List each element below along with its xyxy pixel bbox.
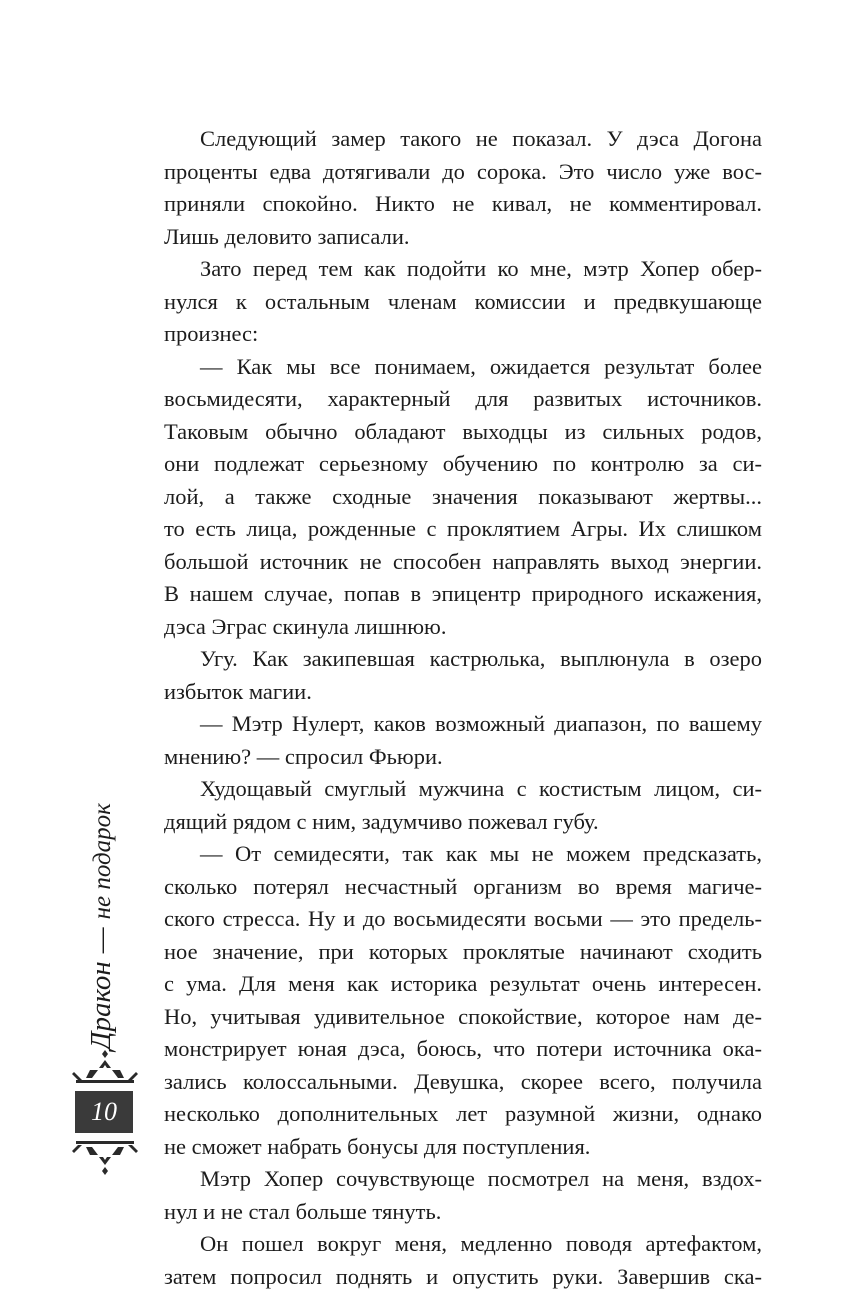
text-line: — Мэтр Нулерт, каков возможный диапазон, по вашему <box>200 711 762 736</box>
text-line: то есть лица, рожденные с проклятием Агры. Их слишком <box>164 516 762 541</box>
text-line: Следующий замер такого не показал. У дэса Догона <box>200 126 762 151</box>
text-line: приняли спокойно. Никто не кивал, не комментировал. <box>164 191 762 216</box>
running-title <box>81 803 123 1050</box>
body-text <box>164 123 762 1293</box>
text-line: В нашем случае, попав в эпицентр природного искажения, <box>164 581 762 606</box>
text-line: они подлежат серьезному обучению по контролю за си- <box>164 451 762 476</box>
text-line: нул и не стал больше тянуть. <box>164 1198 442 1224</box>
running-title-sub: не подарок <box>89 803 116 920</box>
running-title-main: Дракон <box>85 961 117 1050</box>
page-number-box <box>75 1091 133 1133</box>
text-line: избыток магии. <box>164 678 312 704</box>
text-line: произнес: <box>164 321 259 346</box>
text-line: с ума. Для меня как историка результат очень интересен. <box>164 971 762 996</box>
text-line: дящий рядом с ним, задумчиво пожевал губу. <box>164 808 599 834</box>
text-line: Таковым обычно обладают выходцы из сильных родов, <box>164 418 762 444</box>
text-line: большой источник не способен направлять выход энергии. <box>164 548 762 574</box>
text-line: лой, а также сходные значения показывают жертвы... <box>164 483 762 509</box>
text-line: несколько дополнительных лет разумной жизни, однако <box>164 1101 762 1126</box>
text-line: затем попросил поднять и опустить руки. Завершив ска- <box>164 1263 762 1289</box>
text-line: не сможет набрать бонусы для поступления. <box>164 1133 591 1159</box>
page-number: 10 <box>91 1097 117 1126</box>
text-line: зались колоссальными. Девушка, скорее всего, получила <box>164 1068 762 1094</box>
text-line: Худощавый смуглый мужчина с костистым лицом, си- <box>200 776 762 801</box>
ornament-bottom-icon <box>72 1137 138 1177</box>
text-line: мнению? — спросил Фьюри. <box>164 743 443 769</box>
text-line: Мэтр Хопер сочувствующе посмотрел на меня, вздох- <box>200 1166 762 1191</box>
text-line: ского стресса. Ну и до восьмидесяти восьми — это предель- <box>164 906 762 931</box>
text-line: нулся к остальным членам комиссии и предвкушающе <box>164 288 762 314</box>
text-line: дэса Эграс скинула лишнюю. <box>164 613 447 639</box>
text-line: проценты едва дотягивали до сорока. Это число уже вос- <box>164 158 762 184</box>
text-line: сколько потерял несчастный организм во время магиче- <box>164 873 762 899</box>
text-line: Он пошел вокруг меня, медленно поводя артефактом, <box>200 1231 762 1256</box>
ornament-top-icon <box>72 1048 138 1088</box>
text-line: — От семидесяти, так как мы не можем предсказать, <box>200 841 762 866</box>
text-line: Угу. Как закипевшая кастрюлька, выплюнула в озеро <box>200 646 762 671</box>
text-line: Зато перед тем как подойти ко мне, мэтр Хопер обер- <box>200 256 762 281</box>
text-line: Лишь деловито записали. <box>164 223 410 249</box>
text-line: монстрирует юная дэса, боюсь, что потери источника ока- <box>164 1036 762 1061</box>
text-line: ное значение, при которых проклятые начинают сходить <box>164 938 762 964</box>
text-line: восьмидесяти, характерный для развитых источников. <box>164 386 762 411</box>
running-title-dash: — <box>85 927 117 954</box>
text-line: Но, учитывая удивительное спокойствие, которое нам де- <box>164 1003 762 1029</box>
text-line: — Как мы все понимаем, ожидается результат более <box>200 353 762 379</box>
